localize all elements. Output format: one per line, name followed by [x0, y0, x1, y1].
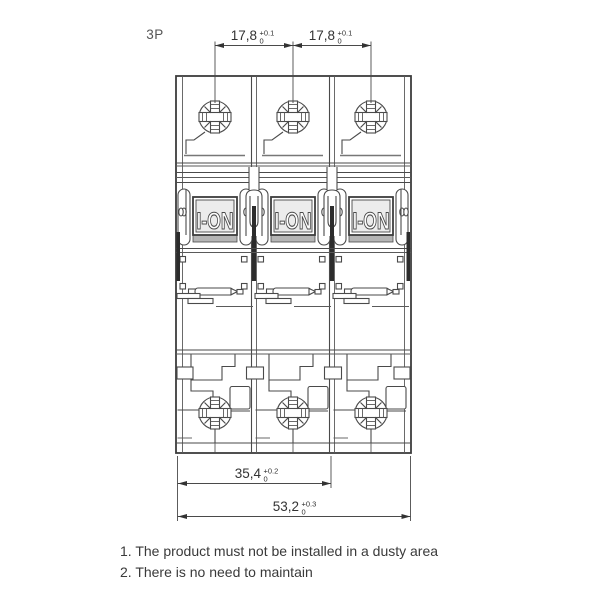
- dim-overall-tol-upper: +0.3: [301, 499, 317, 509]
- dim-pitch-left-tol-lower: 0: [259, 36, 264, 46]
- handle-label-pole2: I-ON: [274, 208, 312, 235]
- dim-pitch-right-tol-lower: 0: [337, 36, 342, 46]
- dimension-overall-width: [178, 456, 411, 521]
- dim-overall-value: 53,2: [272, 499, 299, 514]
- dim-overall-tol-lower: 0: [301, 507, 306, 517]
- note-line-2: 2. There is no need to maintain: [120, 564, 313, 580]
- drawing-notes: [120, 541, 438, 583]
- dim-pitch-left-value: 17,8: [230, 28, 257, 43]
- dimension-two-pole-width: [178, 456, 332, 521]
- handle-label-pole1: I-ON: [196, 208, 234, 235]
- note-line-1: 1. The product must not be installed in a dusty area: [120, 543, 439, 559]
- handle-label-pole3: I-ON: [352, 208, 390, 235]
- dim-pitch-right-tol-upper: +0.1: [337, 28, 353, 38]
- pole-config-label: 3P: [146, 27, 164, 42]
- dim-pitch-right-value: 17,8: [308, 28, 335, 43]
- dim-two-pole-value: 35,4: [234, 466, 261, 481]
- dim-pitch-left-tol-upper: +0.1: [259, 28, 275, 38]
- dim-two-pole-tol-lower: 0: [263, 474, 268, 484]
- dim-two-pole-tol-upper: +0.2: [263, 466, 279, 476]
